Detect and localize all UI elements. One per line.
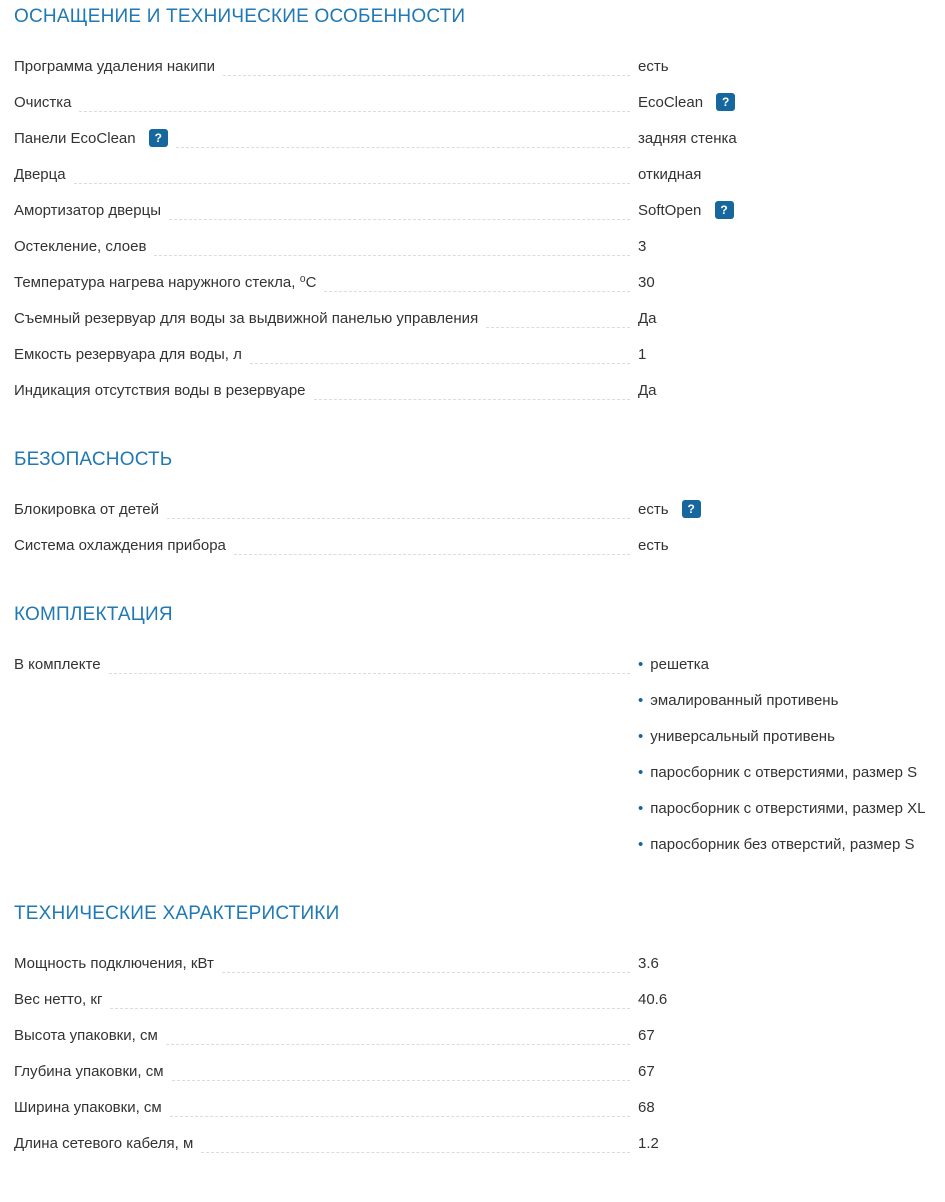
- spec-value: [638, 492, 938, 528]
- spec-value-text: SoftOpen: [638, 202, 702, 219]
- dotted-leader: [154, 229, 630, 256]
- spec-row: [14, 492, 938, 528]
- list-item: [638, 647, 938, 683]
- dotted-leader: [166, 1018, 630, 1045]
- spec-value: 3.6: [638, 955, 659, 972]
- dotted-leader: [314, 373, 630, 400]
- spec-row: [14, 337, 938, 373]
- dotted-leader: [250, 337, 630, 364]
- section-tech: [14, 903, 938, 1162]
- spec-value: Да: [638, 310, 657, 327]
- spec-value: есть: [638, 58, 669, 75]
- spec-row: [14, 1054, 938, 1090]
- spec-label: Система охлаждения прибора: [14, 537, 226, 554]
- spec-value: задняя стенка: [638, 130, 737, 147]
- spec-value: [638, 85, 938, 121]
- dotted-leader: [110, 982, 630, 1009]
- spec-row: [14, 1090, 938, 1126]
- spec-value: 3: [638, 238, 647, 255]
- dotted-leader: [201, 1126, 630, 1153]
- bullet-icon: •: [638, 656, 644, 673]
- spec-row: [14, 49, 938, 85]
- section-title: ТЕХНИЧЕСКИЕ ХАРАКТЕРИСТИКИ: [14, 903, 340, 924]
- list-item: [638, 791, 938, 827]
- section-safety: [14, 449, 938, 564]
- spec-row: [14, 193, 938, 229]
- spec-value: 1.2: [638, 1135, 659, 1152]
- spec-label: В комплекте: [14, 656, 101, 673]
- spec-label: Индикация отсутствия воды в резервуаре: [14, 382, 306, 399]
- list-item-text: паросборник с отверстиями, размер XL: [650, 800, 926, 817]
- bullet-icon: •: [638, 836, 644, 853]
- section-package: [14, 604, 938, 863]
- section-title: ОСНАЩЕНИЕ И ТЕХНИЧЕСКИЕ ОСОБЕННОСТИ: [14, 6, 466, 27]
- spec-row: [14, 265, 938, 301]
- dotted-leader: [223, 49, 630, 76]
- spec-row: [14, 528, 938, 564]
- spec-value: 1: [638, 346, 647, 363]
- spec-label: Длина сетевого кабеля, м: [14, 1135, 194, 1152]
- section-title: БЕЗОПАСНОСТЬ: [14, 449, 173, 470]
- spec-value-text: EcoClean: [638, 94, 704, 111]
- list-item: [638, 683, 938, 719]
- list-item: [638, 755, 938, 791]
- section-title: КОМПЛЕКТАЦИЯ: [14, 604, 173, 625]
- spec-row: [14, 121, 938, 157]
- spec-label: Съемный резервуар для воды за выдвижной панелью управления: [14, 310, 479, 327]
- list-item-text: решетка: [650, 656, 709, 673]
- section-features: [14, 6, 938, 409]
- dotted-leader: [172, 1054, 630, 1081]
- dotted-leader: [176, 121, 630, 148]
- dotted-leader: [222, 946, 630, 973]
- spec-label-text: Панели EcoClean: [14, 130, 136, 147]
- bullet-icon: •: [638, 692, 644, 709]
- spec-label: Дверца: [14, 166, 66, 183]
- help-icon[interactable]: ?: [149, 129, 168, 147]
- bullet-icon: •: [638, 800, 644, 817]
- spec-label: Высота упаковки, см: [14, 1027, 158, 1044]
- dotted-leader: [167, 492, 630, 519]
- spec-label: Ширина упаковки, см: [14, 1099, 162, 1116]
- package-list: [638, 647, 938, 863]
- help-icon[interactable]: ?: [682, 500, 701, 518]
- spec-value: 30: [638, 274, 655, 291]
- spec-value: 67: [638, 1027, 655, 1044]
- spec-value: 67: [638, 1063, 655, 1080]
- spec-row: [14, 157, 938, 193]
- dotted-leader: [234, 528, 630, 555]
- spec-label: Емкость резервуара для воды, л: [14, 346, 242, 363]
- spec-label: [14, 121, 168, 157]
- spec-value: откидная: [638, 166, 702, 183]
- list-item-text: эмалированный противень: [650, 692, 839, 709]
- list-item: [638, 719, 938, 755]
- spec-row: [14, 301, 938, 337]
- spec-label: Глубина упаковки, см: [14, 1063, 164, 1080]
- spec-row: [14, 1126, 938, 1162]
- help-icon[interactable]: ?: [715, 201, 734, 219]
- spec-row: [14, 85, 938, 121]
- spec-row: [14, 946, 938, 982]
- list-item-text: паросборник с отверстиями, размер S: [650, 764, 918, 781]
- spec-label: Амортизатор дверцы: [14, 202, 161, 219]
- spec-row: [14, 373, 938, 409]
- spec-value: 68: [638, 1099, 655, 1116]
- spec-label: Вес нетто, кг: [14, 991, 103, 1008]
- spec-row: [14, 229, 938, 265]
- spec-label: Температура нагрева наружного стекла, ⁰С: [14, 274, 317, 291]
- spec-row: [14, 647, 938, 863]
- dotted-leader: [79, 85, 630, 112]
- dotted-leader: [324, 265, 630, 292]
- help-icon[interactable]: ?: [716, 93, 735, 111]
- spec-label: Мощность подключения, кВт: [14, 955, 214, 972]
- dotted-leader: [486, 301, 630, 328]
- dotted-leader: [169, 193, 630, 220]
- dotted-leader: [170, 1090, 630, 1117]
- spec-value: Да: [638, 382, 657, 399]
- bullet-icon: •: [638, 764, 644, 781]
- spec-label: Очистка: [14, 94, 72, 111]
- spec-row: [14, 1018, 938, 1054]
- spec-row: [14, 982, 938, 1018]
- spec-value: [638, 193, 938, 229]
- bullet-icon: •: [638, 728, 644, 745]
- spec-value-text: есть: [638, 501, 669, 518]
- dotted-leader: [74, 157, 630, 184]
- spec-value: есть: [638, 537, 669, 554]
- list-item-text: паросборник без отверстий, размер S: [650, 836, 915, 853]
- list-item: [638, 827, 938, 863]
- list-item-text: универсальный противень: [650, 728, 835, 745]
- dotted-leader: [109, 647, 630, 674]
- spec-value: 40.6: [638, 991, 668, 1008]
- spec-label: Программа удаления накипи: [14, 58, 215, 75]
- spec-label: Остекление, слоев: [14, 238, 147, 255]
- spec-label: Блокировка от детей: [14, 501, 160, 518]
